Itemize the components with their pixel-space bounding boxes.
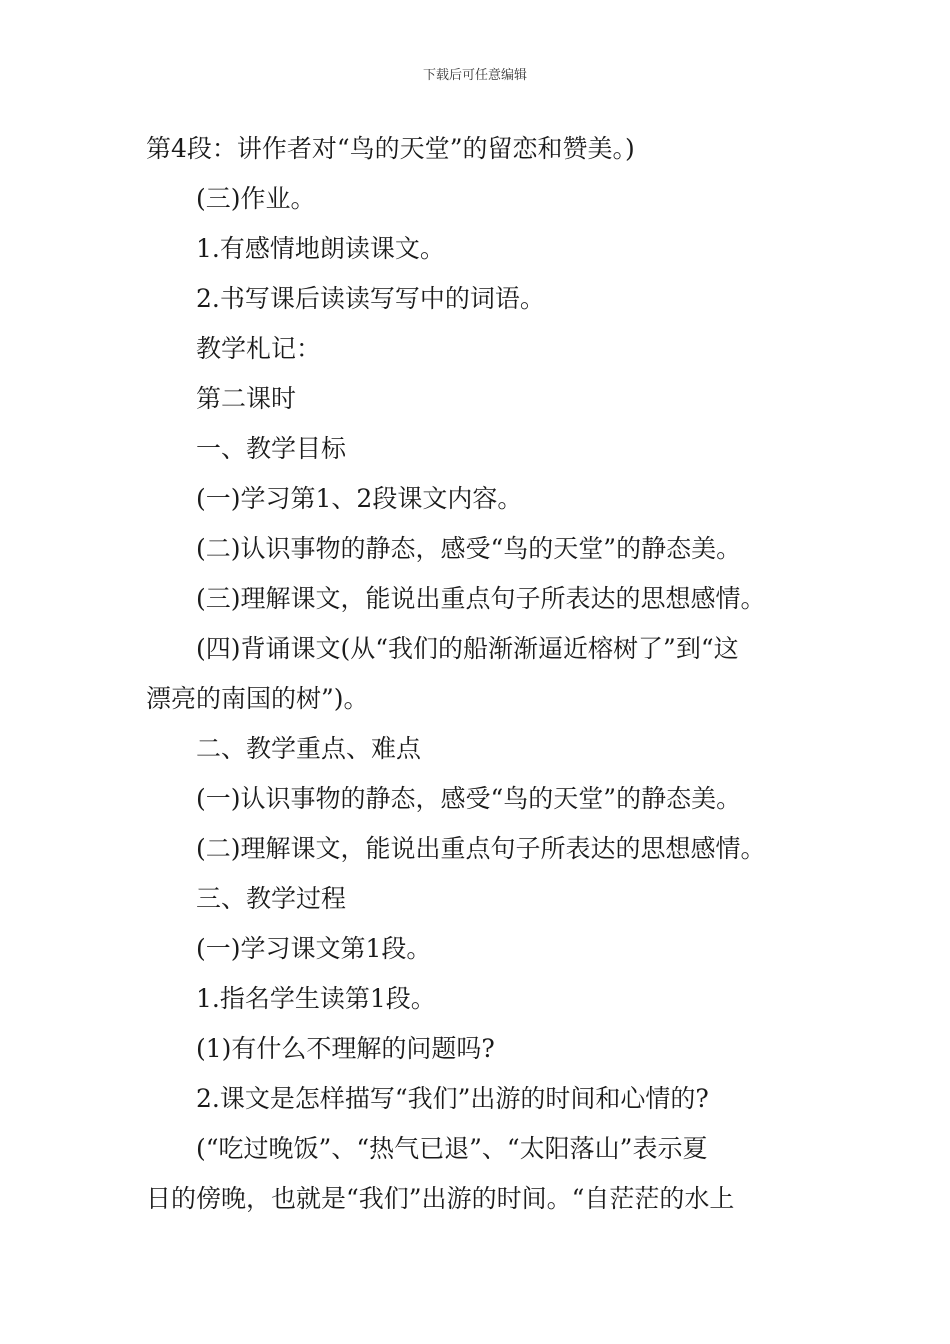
section-heading: 一、教学目标	[196, 434, 347, 463]
text-line: (一)认识事物的静态，感受“鸟的天堂”的静态美。	[196, 784, 742, 813]
text-line: 日的傍晚，也就是“我们”出游的时间。“自茫茫的水上	[146, 1184, 735, 1213]
text-line: 1.有感情地朗读课文。	[196, 234, 445, 263]
section-heading: 第二课时	[196, 384, 297, 413]
text-line: (一)学习课文第1段。	[196, 934, 432, 963]
text-line: (“吃过晚饭”、“热气已退”、“太阳落山”表示夏	[196, 1134, 708, 1163]
text-line: 漂亮的南国的树”)。	[146, 684, 369, 713]
text-line: 2.书写课后读读写写中的词语。	[196, 284, 545, 313]
text-line: 教学札记：	[196, 334, 322, 363]
document-body	[146, 124, 810, 1224]
text-line: (二)理解课文，能说出重点句子所表达的思想感情。	[196, 834, 766, 863]
section-heading: 三、教学过程	[196, 884, 347, 913]
text-line: 第4段：讲作者对“鸟的天堂”的留恋和赞美。)	[146, 134, 635, 163]
text-line: (1)有什么不理解的问题吗?	[196, 1034, 495, 1063]
page-header: 下载后可任意编辑	[422, 68, 527, 83]
text-line: 1.指名学生读第1段。	[196, 984, 436, 1013]
text-line: 2.课文是怎样描写“我们”出游的时间和心情的?	[196, 1084, 709, 1113]
text-line: (一)学习第1、2段课文内容。	[196, 484, 523, 513]
text-line: (二)认识事物的静态，感受“鸟的天堂”的静态美。	[196, 534, 742, 563]
section-heading: 二、教学重点、难点	[196, 734, 422, 763]
text-line: (三)理解课文，能说出重点句子所表达的思想感情。	[196, 584, 766, 613]
text-line: (三)作业。	[196, 184, 316, 213]
text-line: (四)背诵课文(从“我们的船渐渐逼近榕树了”到“这	[196, 634, 739, 663]
